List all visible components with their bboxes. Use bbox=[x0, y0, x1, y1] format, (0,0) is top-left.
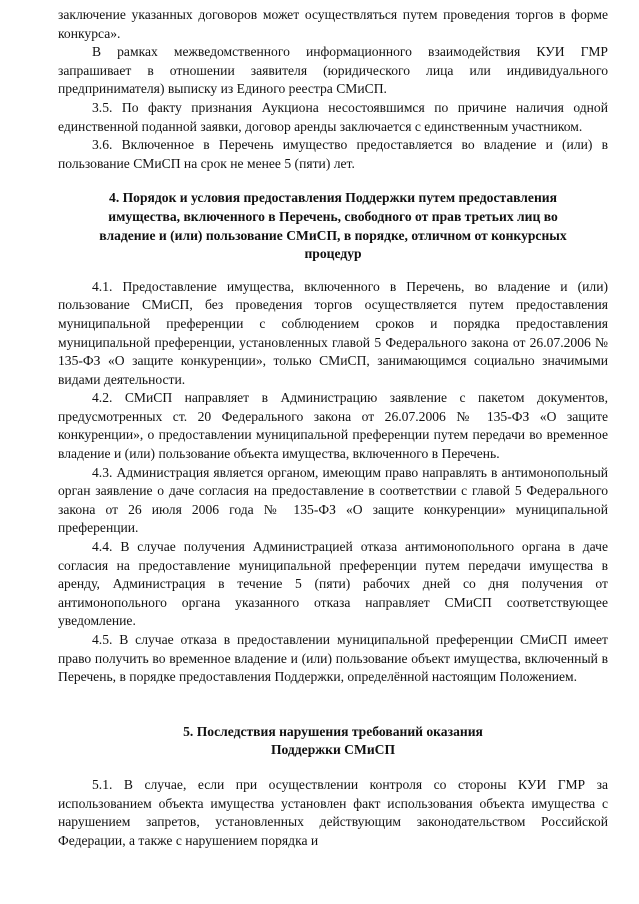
paragraph-3-5: 3.5. По факту признания Аукциона несостоявшимся по причине наличия одной единственной поданной заявки, договор аренды заключается с единственным участником. bbox=[58, 99, 608, 134]
section-5-heading-line-1: 5. Последствия нарушения требований оказания bbox=[183, 723, 483, 739]
paragraph-4-1: 4.1. Предоставление имущества, включенного в Перечень, во владение и (или) пользование СМиСП, без проведения торгов осуществляется путем предоставления муниципальной преференции с соблюдением сроков и порядка предоставления муниципальной преференции, установленных главой 5 Федерального закона от 26.07.2006 № 135-ФЗ «О защите конкуренции», только СМиСП, занимающимся социально значимыми видами деятельности. bbox=[58, 278, 608, 387]
document-page bbox=[58, 6, 608, 850]
paragraph-intro-continued: заключение указанных договоров может осуществляться путем проведения торгов в форме конкурса». bbox=[58, 7, 608, 41]
paragraph-4-3: 4.3. Администрация является органом, имеющим право направлять в антимонопольный орган заявление о даче согласия на предоставление в соответствии с главой 5 Федерального закона от 26 июля 2006 года № 135-ФЗ «О защите конкуренции» муниципальной преференции. bbox=[58, 464, 608, 536]
paragraph-4-4: 4.4. В случае получения Администрацией отказа антимонопольного органа в даче согласия на предоставление муниципальной преференции путем передачи имущества в аренду, Администрация в течение 5 (пяти) рабочих дней со дня получения от антимонопольного органа указанного отказа направляет СМиСП соответствующее уведомление. bbox=[58, 539, 608, 629]
paragraph-4-2: 4.2. СМиСП направляет в Администрацию заявление с пакетом документов, предусмотренных ст. 20 Федерального закона от 26.07.2006 № 135-ФЗ «О защите конкуренции», о предоставлении муниципальной преференции путем передачи во временное владение и (или) пользование объекта имущества, включенного в Перечень. bbox=[58, 390, 608, 462]
paragraph-3-6: 3.6. Включенное в Перечень имущество предоставляется во владение и (или) в пользование СМиСП на срок не менее 5 (пяти) лет. bbox=[58, 137, 608, 171]
section-4-heading: 4. Порядок и условия предоставления Поддержки путем предоставления имущества, включенного в Перечень, свободного от прав третьих лиц во владение и (или) пользование СМиСП, в порядке, отличном от конкурсных процедур bbox=[99, 190, 567, 262]
paragraph-5-1: 5.1. В случае, если при осуществлении контроля со стороны КУИ ГМР за использованием объекта имущества установлен факт использования объекта имущества с нарушением запретов, установленных действующим законодательством Российской Федерации, а также с нарушением порядка и bbox=[58, 776, 608, 848]
paragraph-interagency-request: В рамках межведомственного информационного взаимодействия КУИ ГМР запрашивает в отношении заявителя (юридического лица или индивидуального предпринимателя) выписку из Единого реестра СМиСП. bbox=[58, 44, 608, 97]
section-5-heading-line-2: Поддержки СМиСП bbox=[270, 742, 396, 758]
paragraph-4-5: 4.5. В случае отказа в предоставлении муниципальной преференции СМиСП имеет право получить во временное владение и (или) пользование объект имущества, включенный в Перечень, в порядке предоставления Поддержки, определённой настоящим Положением. bbox=[58, 632, 608, 685]
